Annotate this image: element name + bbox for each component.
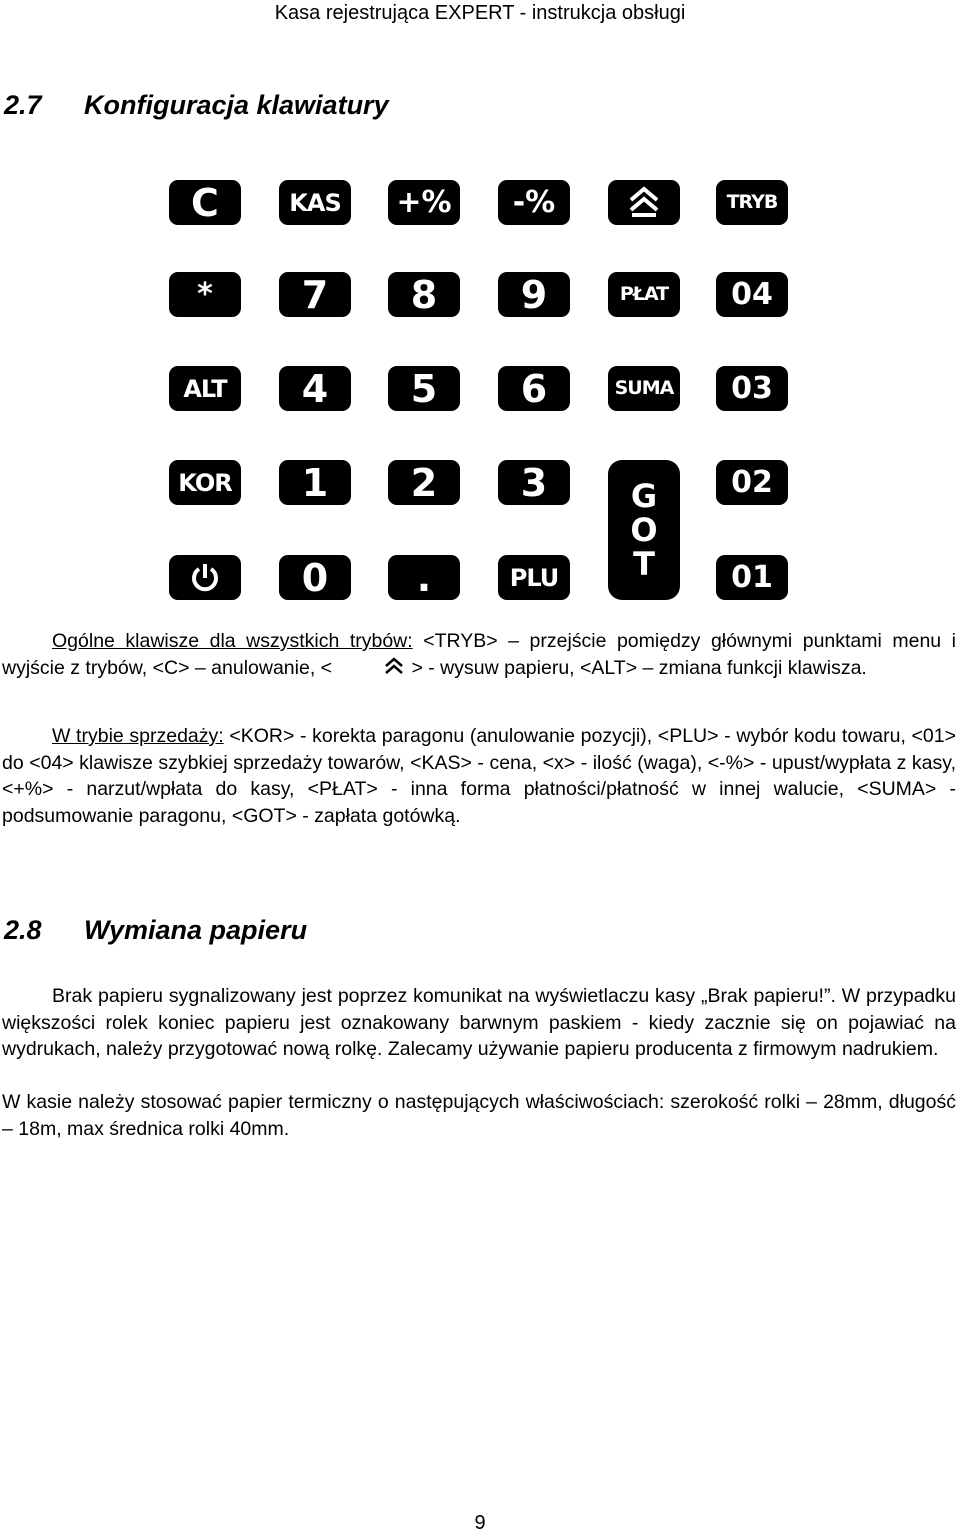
key-dot [388, 555, 460, 600]
paragraph-text: <KOR> - korekta paragonu (anulowanie pozycji), <PLU> - wybór kodu towaru, <01> do <04> klawisze szybkiej sprzedaży towarów, <KAS> - cena, <x> - ilość (waga), <-%> - upust/wypłata z kasy, <+%> - narzut/wpłata do kasy, <PŁAT> - inna forma płatności/płatność w innej walucie, <SUMA> - podsumowanie paragonu, <GOT> - zapłata gotówką. [2, 725, 956, 827]
section-heading-2-8 [4, 915, 307, 946]
key-label: KAS [289, 188, 341, 217]
key-3 [498, 460, 570, 505]
key-kas [279, 180, 351, 225]
key-label: 3 [520, 460, 548, 505]
key-label: 02 [731, 464, 773, 500]
paragraph-text: > - wysuw papieru, <ALT> – zmiana funkcji klawisza. [411, 656, 867, 679]
key-paper-feed [608, 180, 680, 225]
key-label: 7 [301, 272, 329, 317]
key-label: * [197, 276, 213, 312]
paragraph-label: W trybie sprzedaży: [52, 725, 224, 747]
key-got [608, 460, 680, 600]
key-label: . [416, 555, 432, 600]
key-label: 03 [731, 370, 773, 406]
paragraph-paper-out: Brak papieru sygnalizowany jest poprzez komunikat na wyświetlaczu kasy „Brak papieru!”. W przypadku większości rolek koniec papieru jest oznakowany barwnym paskiem - kiedy zacznie się on pojawiać na wydrukach, należy przygotować nową rolkę. Zalecamy używanie papieru producenta z firmowym nadrukiem. [2, 985, 956, 1060]
key-label: 5 [410, 366, 438, 411]
double-chevron-up-icon [624, 186, 664, 220]
key-03 [716, 366, 788, 411]
paragraph-sales-mode [2, 723, 956, 829]
key-label: TRYB [726, 191, 778, 213]
key-label-g: G [630, 477, 658, 515]
key-label: 8 [410, 272, 438, 317]
key-6 [498, 366, 570, 411]
paragraph-general-keys [2, 628, 956, 683]
key-label: 01 [731, 559, 773, 595]
key-label: KOR [178, 468, 232, 497]
key-plu [498, 555, 570, 600]
key-plat [608, 272, 680, 317]
key-label-o: O [630, 511, 658, 549]
paragraph-text: <TRYB> – przejście pomiędzy głównymi punktami menu i wyjście z trybów, <C> – anulowanie, < [2, 630, 956, 679]
key-8 [388, 272, 460, 317]
key-asterisk [169, 272, 241, 317]
key-4 [279, 366, 351, 411]
key-label: 4 [301, 366, 329, 411]
section-number: 2.8 [4, 915, 42, 945]
key-plus-percent [388, 180, 460, 225]
key-label: 0 [301, 555, 329, 600]
page-number: 9 [474, 1512, 486, 1534]
key-0 [279, 555, 351, 600]
key-2 [388, 460, 460, 505]
key-01 [716, 555, 788, 600]
key-label: SUMA [614, 377, 674, 399]
key-label: PLU [509, 563, 559, 592]
key-label: 9 [520, 272, 548, 317]
key-suma [608, 366, 680, 411]
key-label: C [191, 180, 219, 225]
key-5 [388, 366, 460, 411]
section-title: Konfiguracja klawiatury [84, 90, 389, 120]
key-02 [716, 460, 788, 505]
key-7 [279, 272, 351, 317]
section-title: Wymiana papieru [84, 915, 308, 945]
key-label: -% [512, 184, 556, 220]
key-alt [169, 366, 241, 411]
power-icon [189, 562, 221, 594]
key-power [169, 555, 241, 600]
key-c [169, 180, 241, 225]
key-label-t: T [633, 545, 655, 583]
key-label: +% [396, 184, 452, 220]
running-header: Kasa rejestrująca EXPERT - instrukcja obsługi [274, 2, 686, 24]
section-number: 2.7 [4, 90, 42, 120]
double-chevron-up-icon [332, 656, 406, 684]
key-kor [169, 460, 241, 505]
paragraph-label: Ogólne klawisze dla wszystkich trybów: [52, 630, 413, 652]
key-label: 6 [520, 366, 548, 411]
key-04 [716, 272, 788, 317]
key-label: PŁAT [619, 283, 669, 305]
key-9 [498, 272, 570, 317]
key-label: 1 [301, 460, 329, 505]
key-label: ALT [183, 374, 227, 403]
key-minus-percent [498, 180, 570, 225]
paragraph-paper-spec: W kasie należy stosować papier termiczny o następujących właściwościach: szerokość rolki – 28mm, długość – 18m, max średnica rolki 40mm. [2, 1091, 956, 1140]
key-label: 04 [731, 276, 773, 312]
section-heading-2-7 [4, 90, 389, 121]
key-tryb [716, 180, 788, 225]
key-1 [279, 460, 351, 505]
key-label: 2 [410, 460, 438, 505]
